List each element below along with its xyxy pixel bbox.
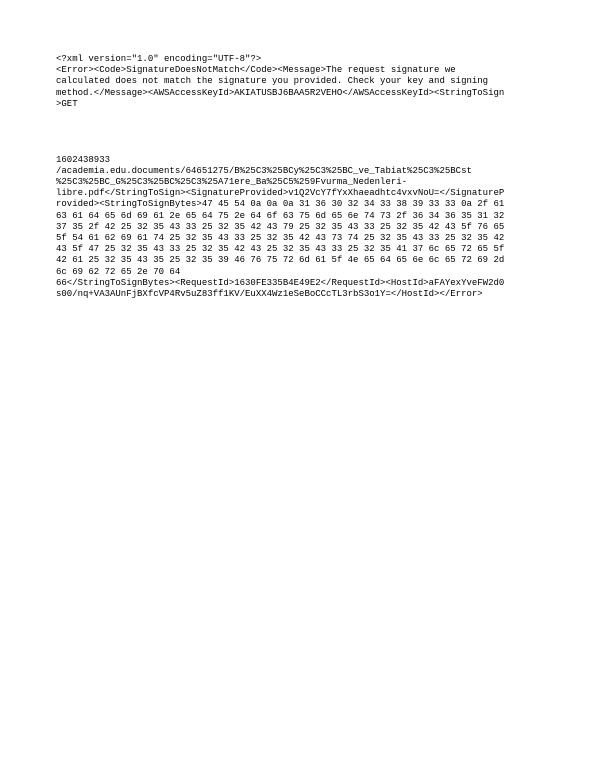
text-line: 43 5f 47 25 32 35 43 33 25 32 35 42 43 25 32 35 43 33 25 32 35 41 37 6c 65 72 65 5f xyxy=(56,244,505,255)
text-line: 66</StringToSignBytes><RequestId>1630FE335B4E49E2</RequestId><HostId>aFAYexYveFW2d0 xyxy=(56,277,505,288)
text-line: 1602438933 xyxy=(56,154,111,165)
text-line: 42 61 25 32 35 43 35 25 32 35 39 46 76 75 72 6d 61 5f 4e 65 64 65 6e 6c 65 72 69 2d xyxy=(56,255,505,266)
text-line: <?xml version="1.0" encoding="UTF-8"?> xyxy=(56,54,262,64)
text-line: 37 35 2f 42 25 32 35 43 33 25 32 35 42 43 79 25 32 35 43 33 25 32 35 42 43 5f 76 65 xyxy=(56,221,505,232)
text-line: calculated does not match the signature you provided. Check your key and signing xyxy=(56,76,489,87)
text-line: 63 61 64 65 6d 69 61 2e 65 64 75 2e 64 6f 63 75 6d 65 6e 74 73 2f 36 34 36 35 31 32 xyxy=(56,210,505,221)
text-line: 5f 54 61 62 69 61 74 25 32 35 43 33 25 32 35 42 43 73 74 25 32 35 43 33 25 32 35 42 xyxy=(56,233,505,244)
text-line: /academia.edu.documents/64651275/B%25C3%25BCy%25C3%25BC_ve_Tabiat%25C3%25BCst xyxy=(56,165,472,176)
blank-gap xyxy=(56,132,556,154)
text-line: 6c 69 62 72 65 2e 70 64 xyxy=(56,266,181,277)
text-line: >GET xyxy=(56,98,78,109)
xml-error-document xyxy=(56,54,556,300)
text-line: method.</Message><AWSAccessKeyId>AKIATUSBJ6BAA5R2VEHO</AWSAccessKeyId><StringToSign xyxy=(56,87,505,98)
text-line: libre.pdf</StringToSign><SignatureProvided>v1Q2VcY7fYxXhaeadhtc4vxvNoU=</SignatureP xyxy=(56,188,505,199)
text-line: <Error><Code>SignatureDoesNotMatch</Code><Message>The request signature we xyxy=(56,65,456,76)
text-line: s00/nq+VA3AUnFjBXfcVP4Rv5uZ83ff1KV/EuXX4Wz1eSeBoCCcTL3rbS3o1Y=</HostId></Error> xyxy=(56,288,483,299)
text-line: %25C3%25BC_G%25C3%25BC%25C3%25A71ere_Ba%25C5%259Fvurma_Nedenleri- xyxy=(56,177,408,188)
text-line: rovided><StringToSignBytes>47 45 54 0a 0a 0a 31 36 30 32 34 33 38 39 33 33 0a 2f 61 xyxy=(56,199,505,210)
blank-gap xyxy=(56,110,556,132)
